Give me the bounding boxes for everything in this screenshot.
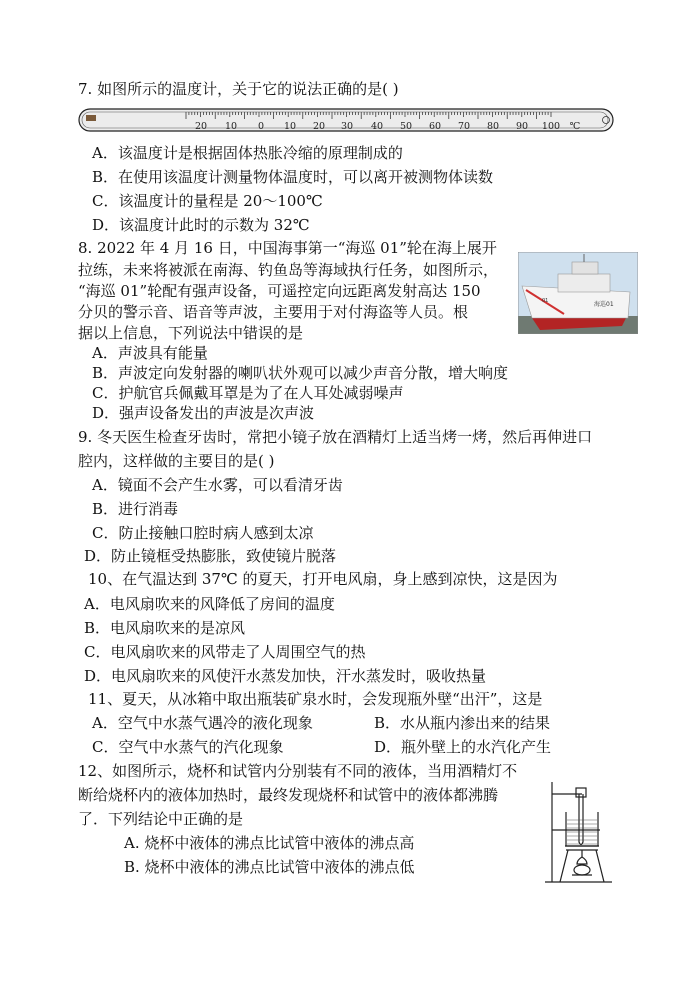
q8-option-b: B．声波定向发射器的喇叭状外观可以减少声音分散，增大响度	[92, 364, 509, 382]
scale-label: 100	[541, 121, 561, 132]
q8-stem-line: 据以上信息，下列说法中错误的是	[78, 324, 304, 342]
scale-label: 0	[257, 121, 265, 132]
scale-label: 30	[340, 121, 354, 132]
q12-option-a: A. 烧杯中液体的沸点比试管中液体的沸点高	[124, 834, 415, 852]
thermometer-figure	[78, 106, 618, 136]
q11-option-a: A．空气中水蒸气遇冷的液化现象	[92, 714, 313, 732]
q8-option-d: D．强声设备发出的声波是次声波	[92, 404, 315, 422]
boiling-apparatus-figure	[542, 778, 620, 888]
q8-stem-line: 拉练，未来将被派在南海、钓鱼岛等海域执行任务，如图所示，	[78, 261, 499, 279]
q7-option-d: D．该温度计此时的示数为 32℃	[92, 216, 310, 234]
scale-label: 50	[399, 121, 413, 132]
scale-label: 10	[283, 121, 297, 132]
q8-option-c: C．护航官兵佩戴耳罩是为了在人耳处减弱噪声	[92, 384, 404, 402]
q9-option-d: D．防止镜框受热膨胀，致使镜片脱落	[84, 547, 337, 565]
q8-option-a: A．声波具有能量	[92, 344, 208, 362]
q8-stem-line: “海巡 01”轮配有强声设备，可遥控定向远距离发射高达 150	[78, 282, 481, 300]
q12-stem-line: 了．下列结论中正确的是	[78, 810, 244, 828]
q11-option-b: B．水从瓶内渗出来的结果	[374, 714, 551, 732]
q12-option-b: B. 烧杯中液体的沸点比试管中液体的沸点低	[124, 858, 415, 876]
scale-label: 80	[486, 121, 500, 132]
q10-option-d: D．电风扇吹来的风使汗水蒸发加快，汗水蒸发时，吸收热量	[84, 667, 487, 685]
ship-hull-number: 01	[542, 298, 549, 304]
scale-label: 70	[457, 121, 471, 132]
scale-label: 20	[194, 121, 208, 132]
q7-option-c: C．该温度计的量程是 20～100℃	[92, 192, 323, 210]
scale-label: 40	[370, 121, 384, 132]
thermometer-liquid-column	[86, 115, 96, 121]
q9-option-a: A．镜面不会产生水雾，可以看清牙齿	[92, 476, 343, 494]
q11-stem: 11、夏天，从冰箱中取出瓶装矿泉水时，会发现瓶外壁“出汗”，这是	[88, 690, 543, 708]
ship-photo	[518, 252, 638, 334]
q11-option-d: D．瓶外壁上的水汽化产生	[374, 738, 552, 756]
q11-option-c: C．空气中水蒸气的汽化现象	[92, 738, 284, 756]
q7-option-a: A．该温度计是根据固体热胀冷缩的原理制成的	[92, 144, 403, 162]
scale-label: 90	[515, 121, 529, 132]
ship-name-text: 海巡01	[594, 301, 614, 308]
q7-stem: 7. 如图所示的温度计，关于它的说法正确的是( )	[78, 80, 399, 98]
q9-stem-line: 9. 冬天医生检查牙齿时，常把小镜子放在酒精灯上适当烤一烤，然后再伸进口	[78, 428, 593, 446]
q9-option-b: B．进行消毒	[92, 500, 179, 518]
q8-stem-line: 分贝的警示音、语音等声波，主要用于对付海盗等人员。根	[78, 303, 469, 321]
q10-option-b: B．电风扇吹来的是凉风	[84, 619, 246, 637]
q8-stem-line: 8. 2022 年 4 月 16 日，中国海事第一“海巡 01”轮在海上展开	[78, 239, 497, 257]
scale-label: ℃	[569, 121, 581, 132]
q7-option-b: B．在使用该温度计测量物体温度时，可以离开被测物体读数	[92, 168, 494, 186]
scale-label: 60	[428, 121, 442, 132]
scale-label: 20	[312, 121, 326, 132]
q9-stem-line: 腔内，这样做的主要目的是( )	[78, 452, 275, 470]
scale-label: 10	[224, 121, 238, 132]
q12-stem-line: 12、如图所示，烧杯和试管内分别装有不同的液体，当用酒精灯不	[78, 762, 518, 780]
q10-option-c: C．电风扇吹来的风带走了人周围空气的热	[84, 643, 366, 661]
q9-option-c: C．防止接触口腔时病人感到太凉	[92, 524, 314, 542]
q12-stem-line: 断给烧杯内的液体加热时，最终发现烧杯和试管中的液体都沸腾	[78, 786, 499, 804]
q10-stem: 10、在气温达到 37℃ 的夏天，打开电风扇，身上感到凉快，这是因为	[88, 570, 558, 588]
q10-option-a: A．电风扇吹来的风降低了房间的温度	[84, 595, 335, 613]
